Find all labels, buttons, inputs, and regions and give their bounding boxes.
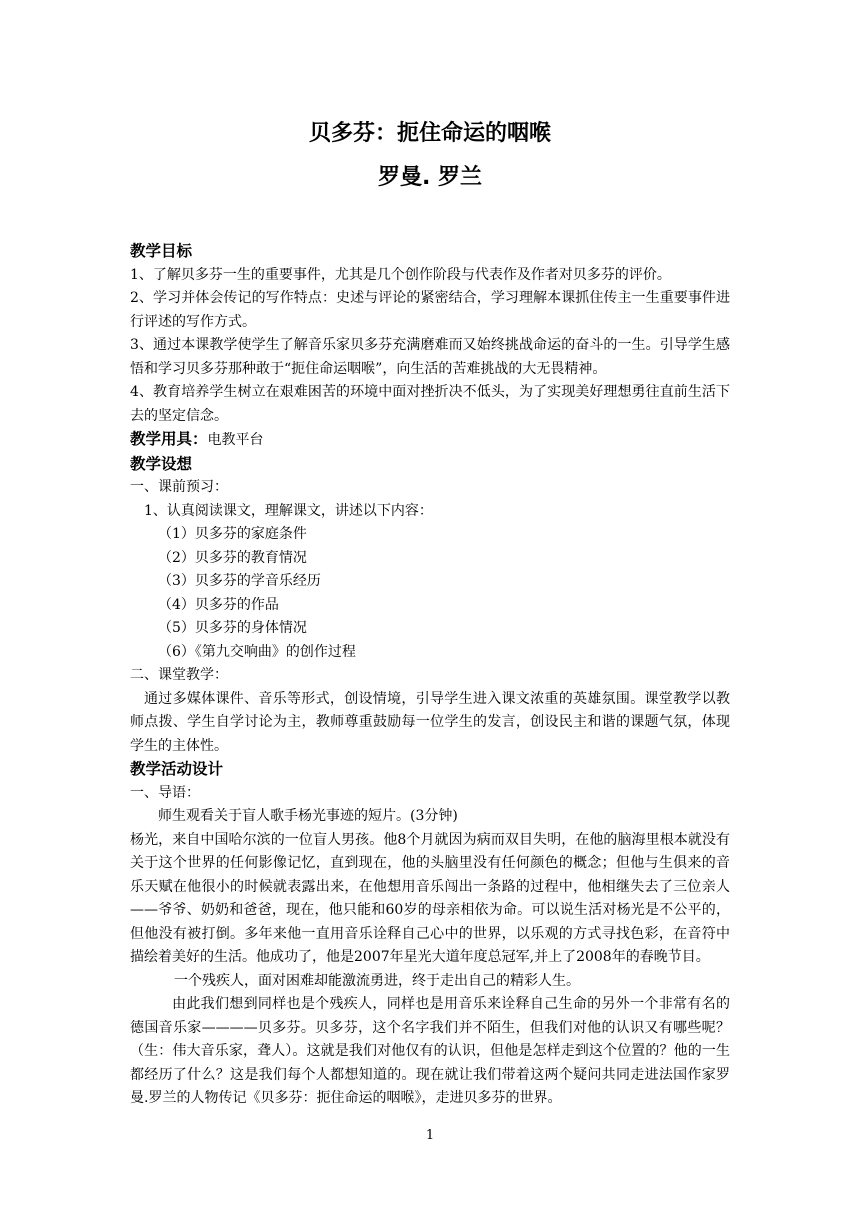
preview-item: （4）贝多芬的作品	[158, 596, 279, 613]
tools-line	[130, 428, 730, 453]
preview-label: 一、课前预习：	[130, 479, 228, 495]
page-number: 1	[425, 1128, 435, 1143]
goal-item: 1、了解贝多芬一生的重要事件，尤其是几个创作阶段与代表作及作者对贝多芬的评价。	[130, 266, 671, 283]
preview-task: 1、认真阅读课文，理解课文，讲述以下内容：	[144, 502, 433, 519]
goal-item: 2、学习并体会传记的写作特点：史述与评论的紧密结合，学习理解本课抓住传主一生重要事件进行评述的写作方式。	[130, 290, 730, 330]
tools-label: 教学用具：	[130, 430, 208, 448]
class-text: 通过多媒体课件、音乐等形式，创设情境，引导学生进入课文浓重的英雄氛围。课堂教学以教师点拨、学生自学讨论为主，教师尊重鼓励每一位学生的发言，创设民主和谐的课题气氛，体现学生的主体性。	[130, 690, 730, 754]
preview-item: （3）贝多芬的学音乐经历	[158, 573, 321, 589]
class-label: 二、课堂教学：	[130, 667, 228, 683]
section-heading-design: 教学设想	[130, 454, 193, 473]
preview-item: （5）贝多芬的身体情况	[158, 620, 307, 636]
document-title: 贝多芬：扼住命运的咽喉	[308, 121, 551, 146]
goal-item: 4、教育培养学生树立在艰难困苦的环境中面对挫折决不低头，为了实现美好理想勇往直前生活下去的坚定信念。	[130, 384, 730, 424]
document-author: 罗曼. 罗兰	[377, 165, 483, 190]
document-body	[130, 240, 730, 1111]
summary-line: 一个残疾人，面对困难却能激流勇进，终于走出自己的精彩人生。	[174, 972, 580, 989]
transition-paragraph: 由此我们想到同样也是个残疾人，同样也是用音乐来诠释自己生命的另外一个非常有名的德国音乐家————贝多芬。贝多芬，这个名字我们并不陌生，但我们对他的认识又有哪些呢？（生：伟大音乐家，聋人）。这就是我们对他仅有的认识，但他是怎样走到这个位置的？他的一生都经历了什么？这是我们每个人都想知道的。现在就让我们带着这两个疑问共同走进法国作家罗曼.罗兰的人物传记《贝多芬：扼住命运的咽喉》，走进贝多芬的世界。	[130, 996, 730, 1106]
goal-item: 3、通过本课教学使学生了解音乐家贝多芬充满磨难而又始终挑战命运的奋斗的一生。引导学生感悟和学习贝多芬那种敢于“扼住命运咽喉”，向生活的苦难挑战的大无畏精神。	[130, 337, 730, 377]
intro-label: 一、导语：	[130, 784, 200, 801]
section-heading-goals: 教学目标	[130, 242, 193, 260]
preview-item: （1）贝多芬的家庭条件	[158, 526, 307, 542]
video-line: 师生观看关于盲人歌手杨光事迹的短片。(3分钟)	[158, 808, 458, 824]
story-paragraph: 杨光，来自中国哈尔滨的一位盲人男孩。他8个月就因为病而双目失明，在他的脑海里根本就没有关于这个世界的任何影像记忆，直到现在，他的头脑里没有任何颜色的概念；但他与生俱来的音乐天赋在他很小的时候就表露出来，在他想用音乐闯出一条路的过程中，他相继失去了三位亲人——爷爷、奶奶和爸爸，现在，他只能和60岁的母亲相依为命。可以说生活对杨光是不公平的，但他没有被打倒。多年来他一直用音乐诠释自己心中的世界，以乐观的方式寻找色彩，在音符中描绘着美好的生活。他成功了，他是2007年星光大道年度总冠军,并上了2008年的春晚节目。	[130, 831, 730, 965]
preview-item: （6）《第九交响曲》的创作过程	[158, 643, 356, 660]
section-heading-activity: 教学活动设计	[130, 760, 224, 778]
preview-item: （2）贝多芬的教育情况	[158, 549, 307, 566]
tools-value: 电教平台	[207, 432, 264, 448]
